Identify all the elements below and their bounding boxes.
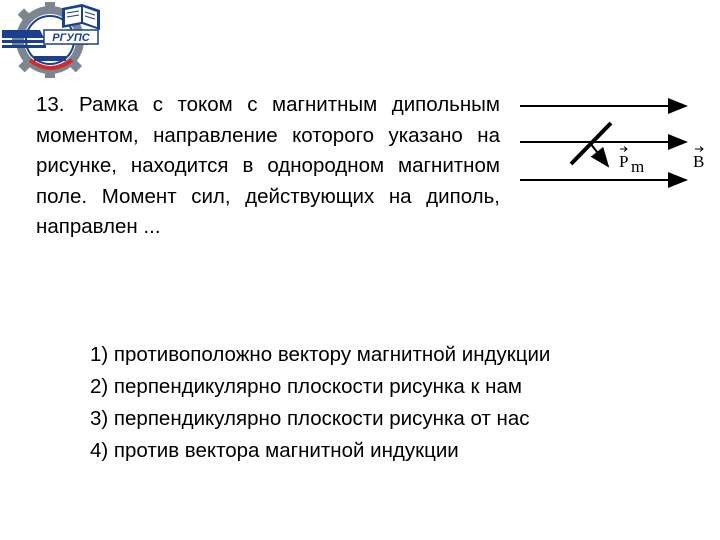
answer-option[interactable]: 4) против вектора магнитной индукции [90,439,459,462]
logo-text: РГУПС [52,32,90,44]
field-label [693,147,704,172]
answer-option[interactable]: 3) перпендикулярно плоскости рисунка от нас [90,407,530,430]
dipole-moment-label [619,147,644,177]
university-logo [0,0,112,84]
answer-options [90,339,710,467]
dipole-subscript: m [631,157,645,176]
question-text: 13. Рамка с током с магнитным дипольным моментом, направление которого указано на рисунке, находится в однородном магнитном поле. Момент сил, действующих на диполь, направлен ... [36,93,500,238]
dipole-moment-arrow [590,143,608,166]
dipole-letter: P [619,152,629,171]
field-letter: B [693,152,705,171]
field-diagram [510,86,720,196]
answer-option[interactable]: 1) противоположно вектору магнитной индукции [90,343,551,366]
answer-option[interactable]: 2) перпендикулярно плоскости рисунка к нам [90,375,522,398]
